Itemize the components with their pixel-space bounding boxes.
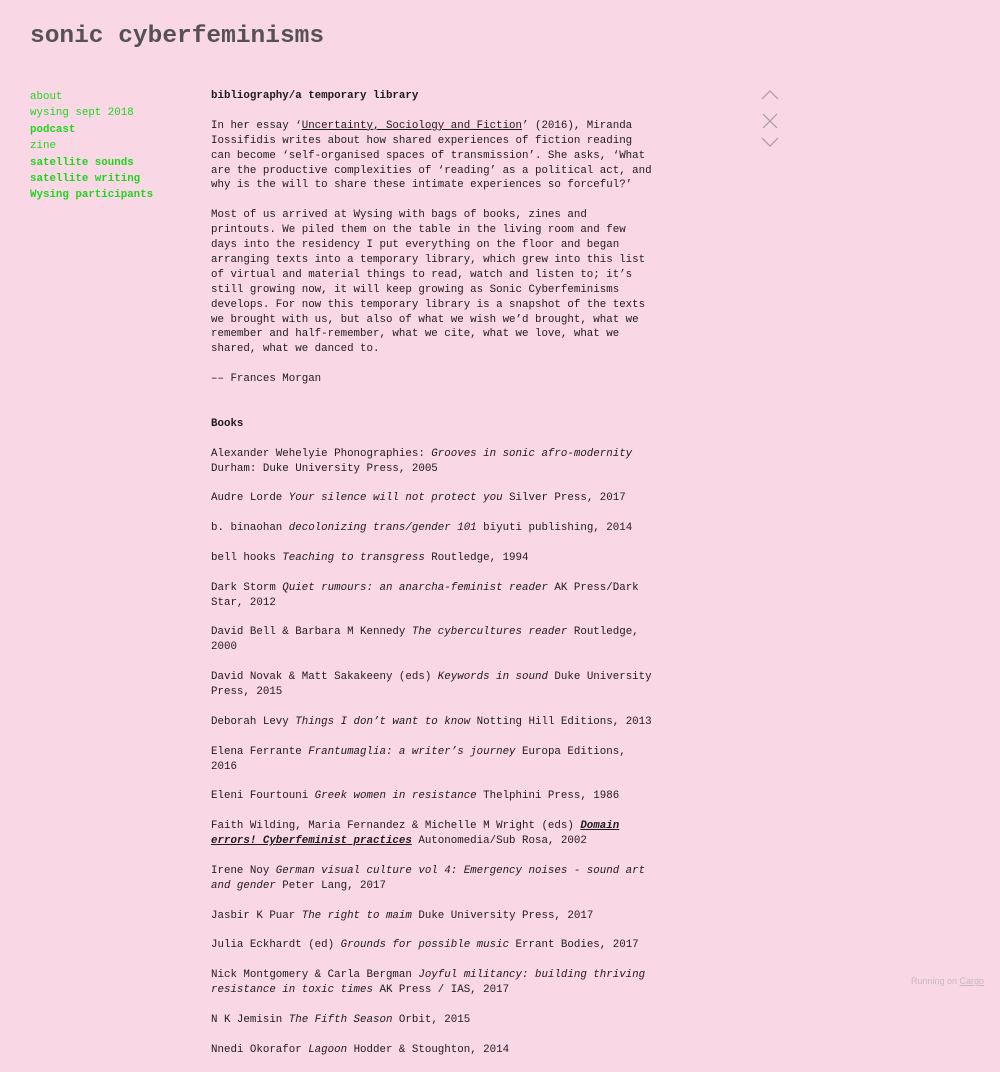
book-author: Eleni Fourtouni [211,790,315,803]
book-author: Jasbir K Puar [211,909,302,922]
book-entry [211,447,656,477]
book-title: The cybercultures reader [411,626,568,639]
book-details: Routledge, 1994 [424,551,529,564]
book-entry [211,625,656,655]
site-title[interactable]: sonic cyberfeminisms [30,23,325,50]
book-author: David Novak & Matt Sakakeeny (eds) [211,671,438,684]
footer-credit [911,976,984,986]
section-spacer [211,402,656,417]
book-author: David Bell & Barbara M Kennedy [211,626,412,639]
cargo-link[interactable]: Cargo [959,976,984,986]
book-title: The Fifth Season [288,1013,393,1026]
book-details: Europa Editions, 2016 [211,745,626,773]
arrow-down-icon[interactable] [760,134,780,158]
book-title: Keywords in sound [437,671,548,684]
book-entry [211,968,656,998]
book-details: Silver Press, 2017 [502,492,626,505]
book-entry [211,864,656,894]
book-entry [211,745,656,775]
book-entry [211,670,656,700]
book-title: Frantumaglia: a writer’s journey [308,745,516,758]
book-author: Deborah Levy [211,715,296,728]
book-title: Lagoon [308,1043,348,1056]
book-entry [211,819,656,849]
footer-prefix: Running on [910,976,960,986]
book-author: Alexander Wehelyie Phonographies: [211,447,432,460]
signature: –– Frances Morgan [211,373,322,386]
book-details: Notting Hill Editions, 2013 [470,715,652,728]
book-details: Hodder & Stoughton, 2014 [347,1043,510,1056]
book-title: Grooves in sonic afro-modernity [431,447,633,460]
book-entry [211,938,656,953]
book-title: decolonizing trans/gender 101 [288,522,477,535]
book-author: Faith Wilding, Maria Fernandez & Michelle M Wright (eds) [211,820,581,833]
sidebar-item-zine[interactable]: zine [30,140,56,153]
close-icon[interactable] [760,110,780,134]
book-title: Joyful militancy: building thriving resistance in toxic times [211,969,646,997]
intro-text-post: ’ (2016), Miranda Iossifidis writes about how shared experiences of fiction reading can become ‘self-organised spaces of transmission’. She asks, ‘What are the productive complexities of ‘reading’ as a political act, and why is the will to share these intimate experiences so forceful?’ [211,119,652,192]
page-heading: bibliography/a temporary library [211,90,419,102]
sidebar-item-about[interactable]: about [30,91,63,103]
book-author: Dark Storm [211,581,283,594]
book-details: AK Press/Dark Star, 2012 [211,581,639,609]
book-entry [211,521,656,536]
book-details: Autonomedia/Sub Rosa, 2002 [411,835,587,848]
book-entry [211,491,656,506]
book-details: biyuti publishing, 2014 [476,522,633,535]
book-entry [211,909,656,924]
book-details: Thelphini Press, 1986 [476,790,620,803]
book-title: Teaching to transgress [282,551,425,564]
book-details: Duke University Press, 2017 [411,909,594,922]
book-entry [211,551,656,566]
book-entry [211,1043,656,1058]
book-title: The right to maim [301,909,412,922]
book-title: Grounds for possible music [340,939,510,952]
book-entry [211,715,656,730]
page-nav-icons [760,86,780,158]
main-content [211,89,656,1072]
sidebar-item-satellite-sounds[interactable]: satellite sounds [30,156,134,169]
book-details: Duke University Press, 2015 [211,671,652,699]
book-details: AK Press / IAS, 2017 [372,984,510,997]
book-author: Irene Noy [211,864,276,877]
library-paragraph: Most of us arrived at Wysing with bags of books, zines and printouts. We piled them on the table in the living room and few days into the residency I put everything on the floor and began arranging texts into a temporary library, which grew into this list of virtual and material things to read, watch and listen to; it’s still growing now, it will keep growing as Sonic Cyberfeminisms develops. For now this temporary library is a snapshot of the texts we brought with us, but also of what we wish we’d brought, what we remember and half-remember, what we cite, what we love, what we shared, what we danced to. [211,209,646,356]
book-author: Audre Lorde [211,492,289,505]
book-details: Peter Lang, 2017 [275,879,386,892]
books-list [211,447,656,1058]
book-details: Orbit, 2015 [392,1013,471,1026]
book-entry [211,789,656,804]
book-title: German visual culture vol 4: Emergency noises - sound art and gender [211,864,646,892]
sidebar-item-podcast[interactable]: podcast [30,123,76,136]
intro-paragraph [211,119,656,194]
essay-link[interactable]: Uncertainty, Sociology and Fiction [301,119,523,132]
book-title: Things I don’t want to know [295,715,471,728]
book-author: b. binaohan [211,522,289,535]
sidebar-nav [30,89,190,204]
book-author: N K Jemisin [211,1013,289,1026]
book-details: Durham: Duke University Press, 2005 [211,462,438,475]
arrow-up-icon[interactable] [760,86,780,110]
intro-text-pre: In her essay ‘ [211,119,302,132]
book-title: Quiet rumours: an anarcha-feminist reader [282,581,548,594]
book-author: Nick Montgomery & Carla Bergman [211,969,419,982]
book-author: Julia Eckhardt (ed) [211,939,341,952]
sidebar-item-wysing-sept-2018[interactable]: wysing sept 2018 [30,107,134,120]
book-title: Your silence will not protect you [288,492,503,505]
book-entry [211,1013,656,1028]
sidebar-item-satellite-writing[interactable]: satellite writing [30,173,141,186]
books-heading: Books [211,417,244,430]
sidebar-item-wysing-participants[interactable]: Wysing participants [30,189,154,202]
book-author: bell hooks [211,551,283,564]
book-title-link[interactable]: Domain errors! Cyberfeminist practices [211,820,620,848]
book-author: Elena Ferrante [211,745,309,758]
book-entry [211,581,656,611]
book-author: Nnedi Okorafor [211,1043,309,1056]
book-details: Routledge, 2000 [211,626,639,654]
book-details: Errant Bodies, 2017 [509,939,639,952]
book-title: Greek women in resistance [314,790,477,803]
